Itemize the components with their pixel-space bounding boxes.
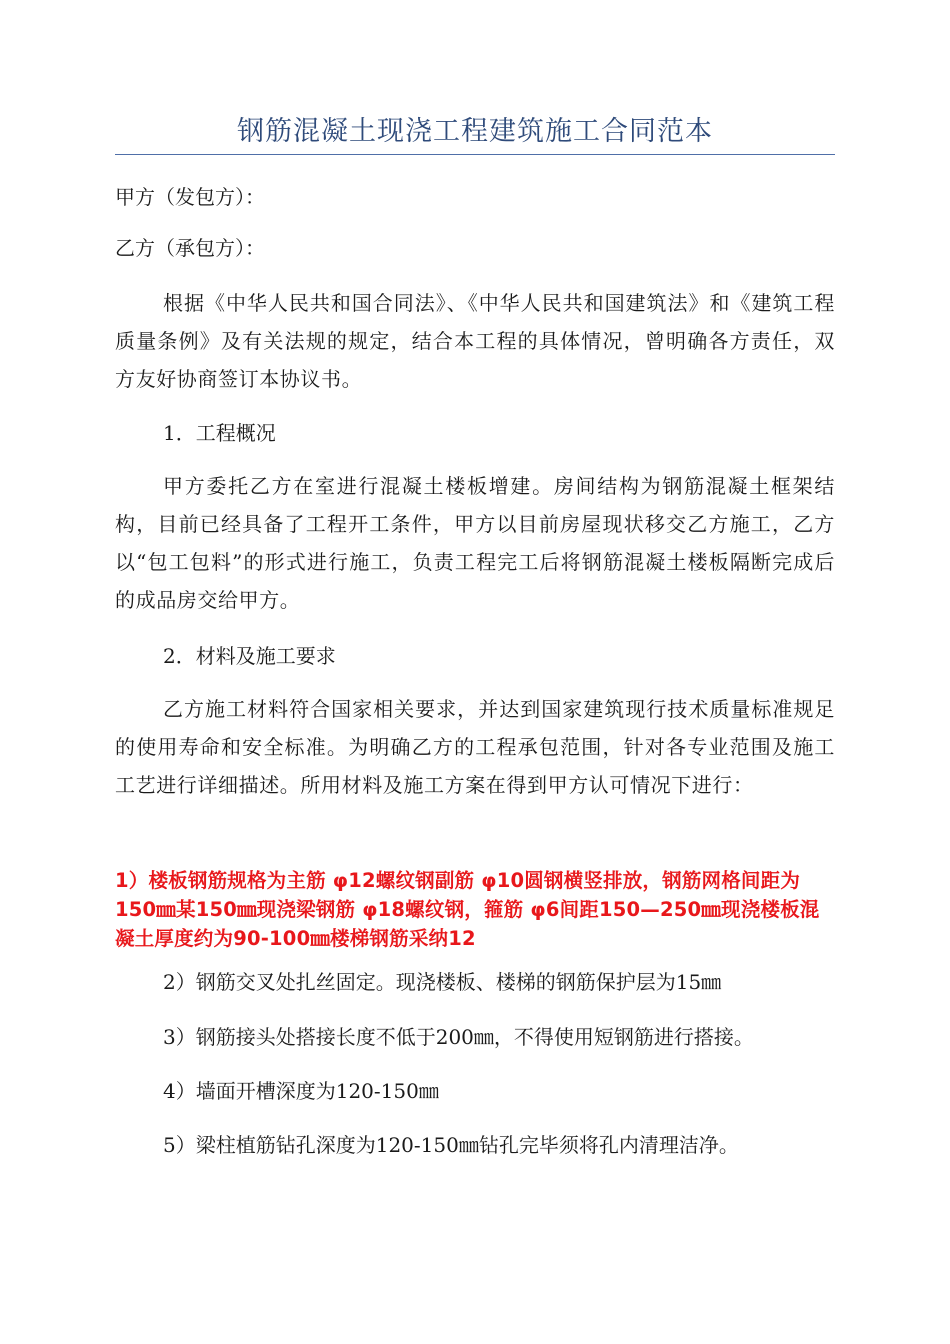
party-b-line: 乙方（承包方）： — [115, 236, 265, 260]
section-2-paragraph: 乙方施工材料符合国家相关要求，并达到国家建筑现行技术质量标准规足的使用寿命和安全标准。为明确乙方的工程承包范围，针对各专业范围及施工工艺进行详细描述。所用材料及施工方案在得到甲方认可情况下进行： — [115, 697, 835, 797]
intro-paragraph: 根据《中华人民共和国合同法》、《中华人民共和国建筑法》和《建筑工程质量条例》及有关法规的规定，结合本工程的具体情况，曾明确各方责任，双方友好协商签订本协议书。 — [115, 291, 835, 391]
list-item-4: 4）墙面开槽深度为120-150㎜ — [163, 1079, 439, 1103]
list-item-2: 2）钢筋交叉处扎丝固定。现浇楼板、楼梯的钢筋保护层为15㎜ — [163, 970, 722, 994]
list-item-3: 3）钢筋接头处搭接长度不低于200㎜，不得使用短钢筋进行搭接。 — [163, 1025, 754, 1049]
list-item-1-highlighted: 1）楼板钢筋规格为主筋 φ12螺纹钢副筋 φ10圆钢横竖排放，钢筋网格间距为150㎜某150㎜现浇梁钢筋 φ18螺纹钢，箍筋 φ6间距150—250㎜现浇楼板混凝土厚度约为90-100㎜楼梯钢筋采纳12 — [115, 869, 820, 950]
section-1-paragraph: 甲方委托乙方在室进行混凝土楼板增建。房间结构为钢筋混凝土框架结构，目前已经具备了工程开工条件，甲方以目前房屋现状移交乙方施工，乙方以“包工包料”的形式进行施工，负责工程完工后将钢筋混凝土楼板隔断完成后的成品房交给甲方。 — [115, 474, 835, 612]
document-title: 钢筋混凝土现浇工程建筑施工合同范本 — [237, 116, 713, 147]
section-2-heading: 2．材料及施工要求 — [163, 644, 336, 668]
title-underline — [115, 154, 835, 155]
section-1-heading: 1．工程概况 — [163, 421, 276, 445]
list-item-5: 5）梁柱植筋钻孔深度为120-150㎜钻孔完毕须将孔内清理洁净。 — [163, 1133, 739, 1157]
party-a-line: 甲方（发包方）： — [115, 185, 265, 209]
